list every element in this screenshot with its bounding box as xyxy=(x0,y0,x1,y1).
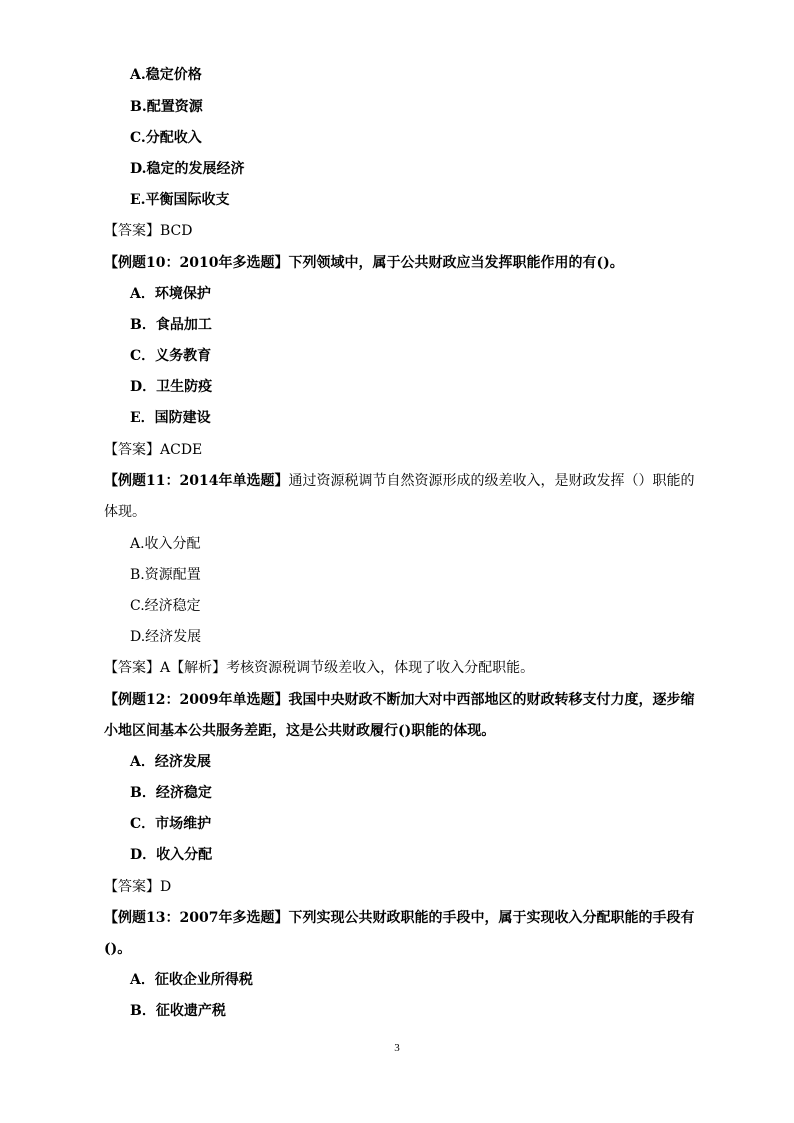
text-line: 【答案】BCD xyxy=(104,223,193,239)
text-line: C．义务教育 xyxy=(130,348,212,364)
text-line: 【例题10：2010年多选题】下列领域中，属于公共财政应当发挥职能作用的有()。 xyxy=(104,255,624,271)
text-line: 【答案】A【解析】考核资源税调节级差收入，体现了收入分配职能。 xyxy=(104,660,535,676)
text-line: A．征收企业所得税 xyxy=(130,972,253,988)
text-line xyxy=(104,472,694,490)
text-line: C．市场维护 xyxy=(130,816,212,832)
text-line: D.经济发展 xyxy=(130,629,202,645)
text-line: A．环境保护 xyxy=(130,286,211,302)
text-line: B．食品加工 xyxy=(130,317,212,333)
text-line: D．卫生防疫 xyxy=(130,379,213,395)
text-line: ()。 xyxy=(104,941,132,957)
text-line: 【答案】ACDE xyxy=(104,442,203,458)
text-line: B．征收遗产税 xyxy=(130,1003,226,1019)
page-number: 3 xyxy=(394,1042,400,1054)
text-line: 体现。 xyxy=(104,504,146,520)
text-line: D．收入分配 xyxy=(130,847,213,863)
text-line: A.收入分配 xyxy=(130,536,201,552)
text-line: E.平衡国际收支 xyxy=(130,192,230,208)
text-line: 小地区间基本公共服务差距，这是公共财政履行()职能的体现。 xyxy=(104,723,496,739)
text-line: B.资源配置 xyxy=(130,567,201,583)
text-line: 【例题13：2007年多选题】下列实现公共财政职能的手段中，属于实现收入分配职能的手段有 xyxy=(104,910,695,926)
text-line: C.分配收入 xyxy=(130,130,202,146)
text-line: 【答案】D xyxy=(104,879,172,895)
text-line: B．经济稳定 xyxy=(130,785,212,801)
text-line: C.经济稳定 xyxy=(130,598,201,614)
question-body: 通过资源税调节自然资源形成的级差收入，是财政发挥（）职能的 xyxy=(288,473,695,489)
text-line: D.稳定的发展经济 xyxy=(130,161,245,177)
text-line: A.稳定价格 xyxy=(130,67,202,83)
text-line: B.配置资源 xyxy=(130,99,203,115)
text-line: 【例题12：2009年单选题】我国中央财政不断加大对中西部地区的财政转移支付力度，逐步缩 xyxy=(104,692,695,708)
question-heading: 【例题11：2014年单选题】 xyxy=(104,473,289,489)
text-line: A．经济发展 xyxy=(130,754,211,770)
text-line: E．国防建设 xyxy=(130,410,211,426)
